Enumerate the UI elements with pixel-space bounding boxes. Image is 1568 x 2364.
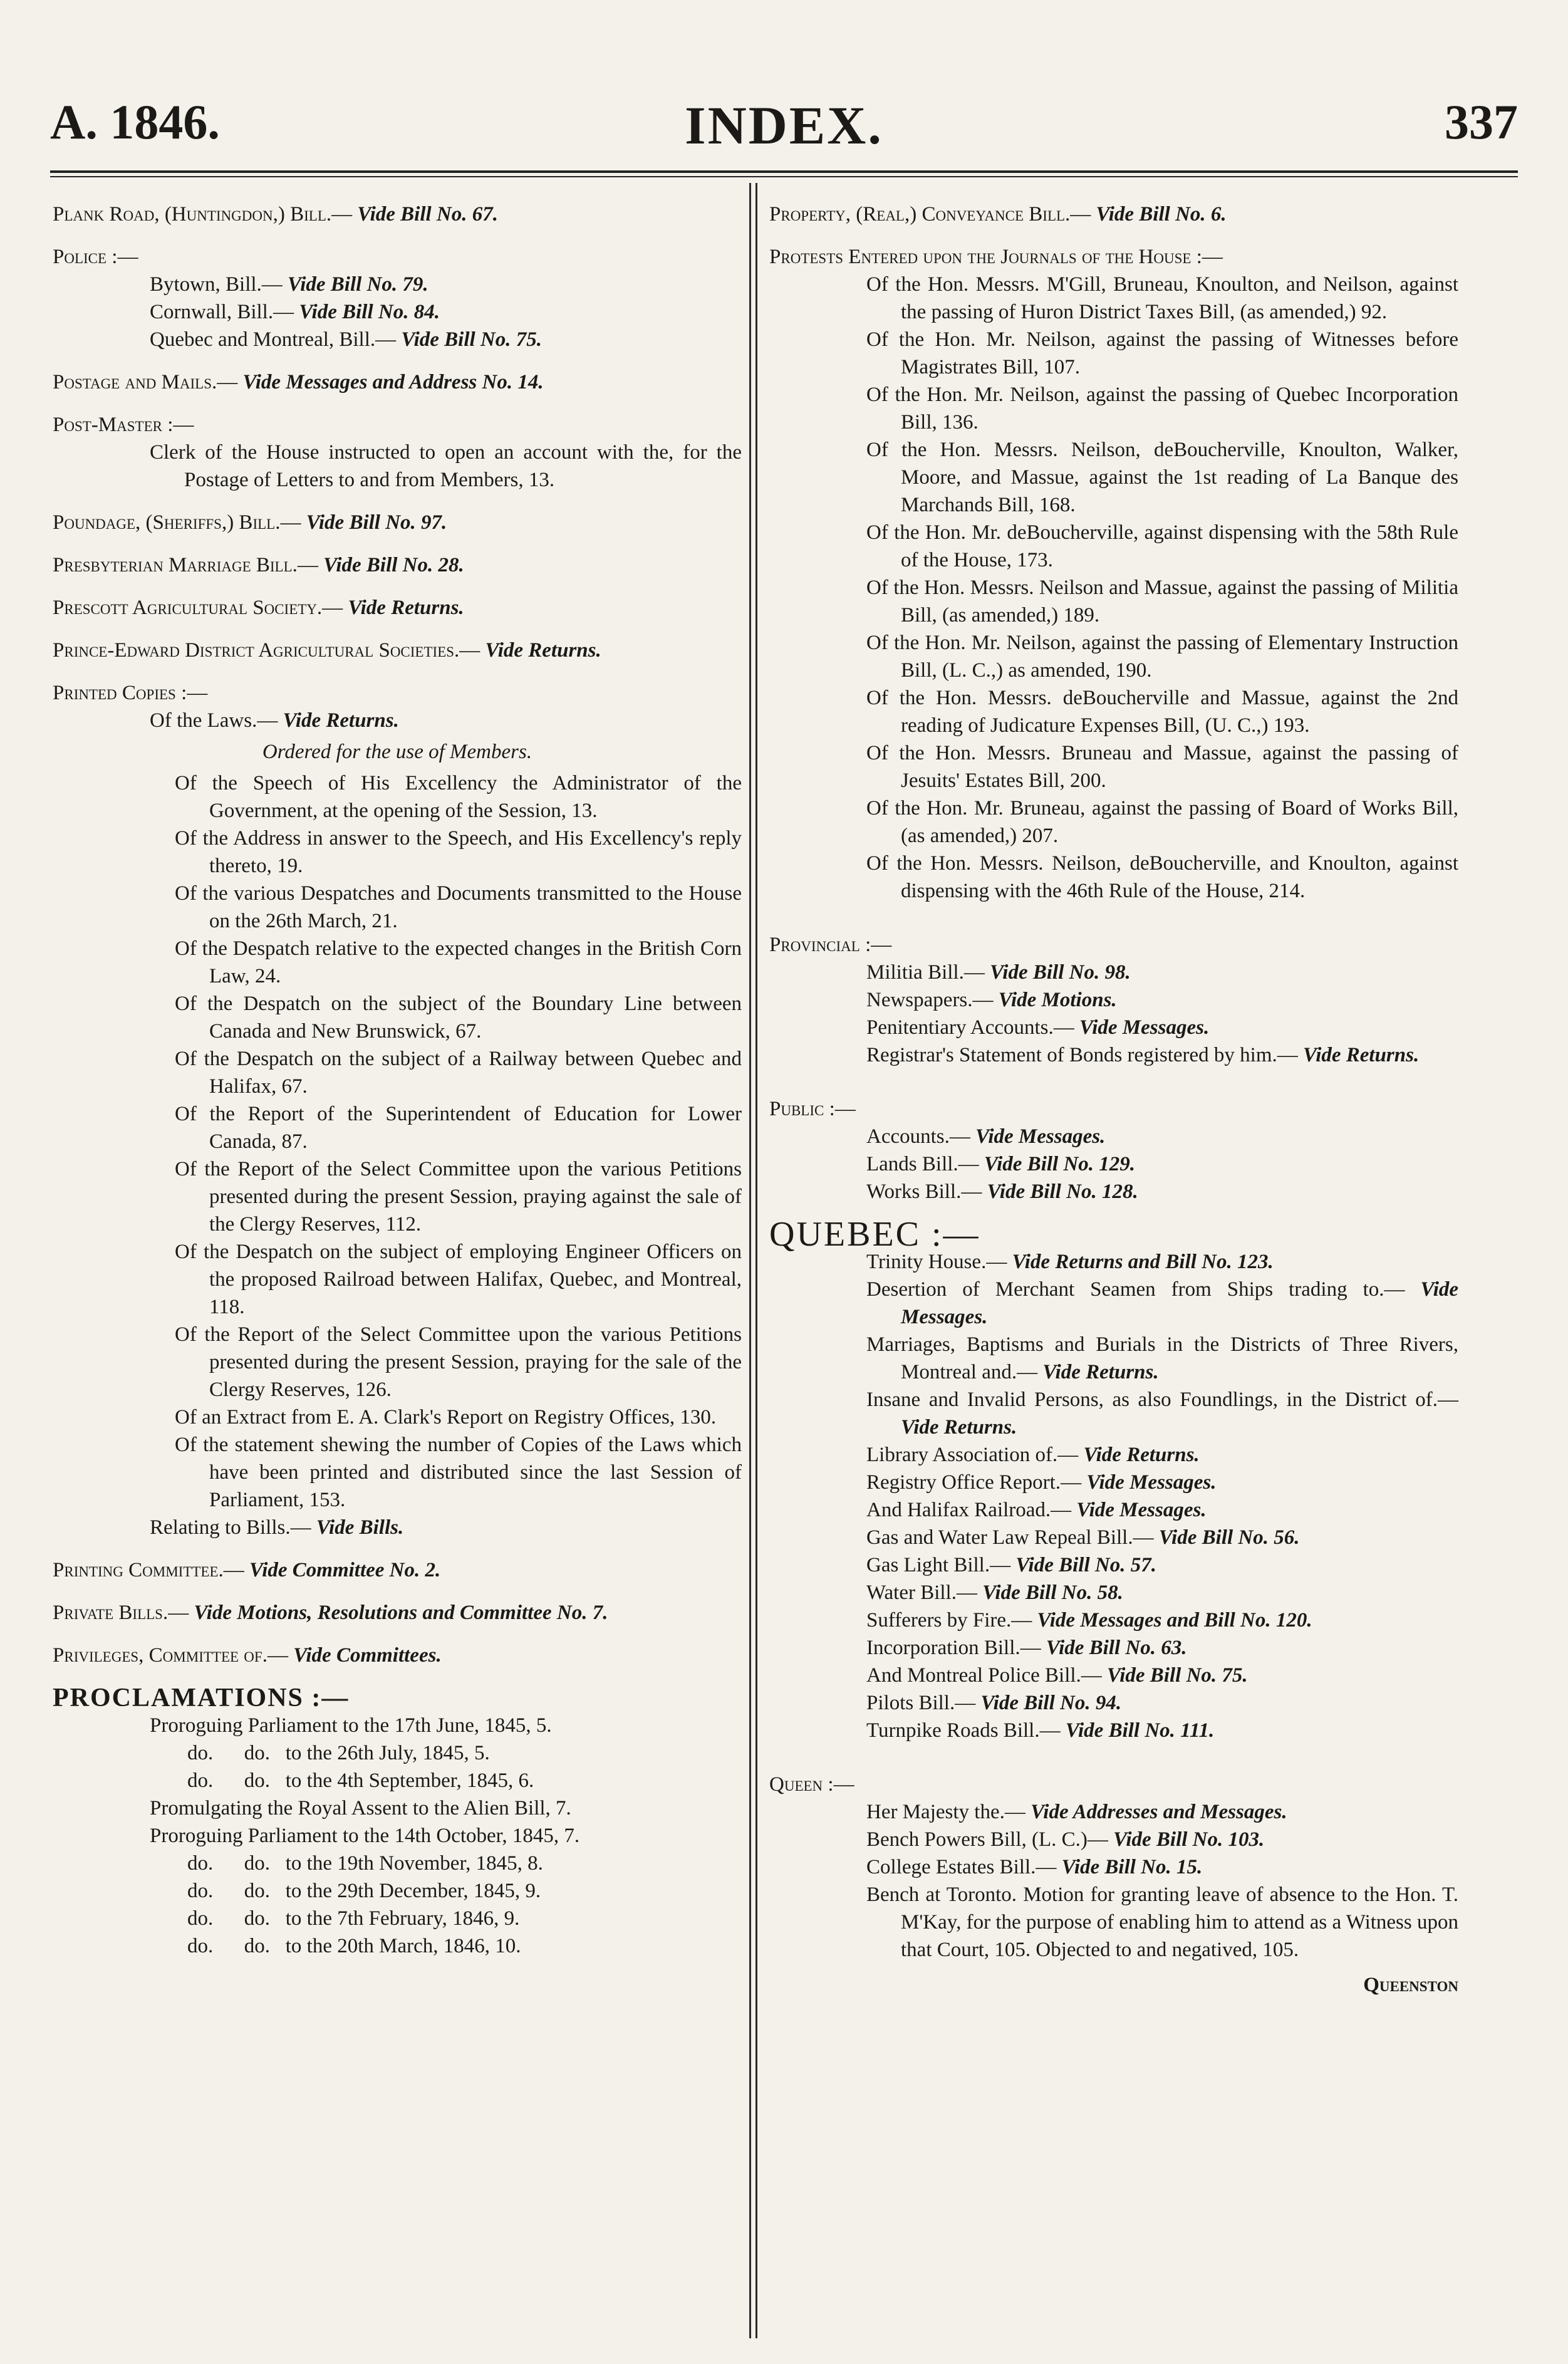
- sub-entry: Of the Speech of His Excellency the Administrator of the Government, at the opening of the Session, 13.: [175, 772, 742, 822]
- sub-entry: Of the Hon. Mr. deBoucherville, against dispensing with the 58th Rule of the House, 173.: [866, 521, 1458, 571]
- sub-entry: Of the Report of the Select Committee upon the various Petitions presented during the present Session, praying against the sale of the Clergy Reserves, 112.: [175, 1158, 742, 1236]
- sub-entry: Of the Report of the Superintendent of Education for Lower Canada, 87.: [175, 1103, 742, 1153]
- sub-entry: Cornwall, Bill.— Vide Bill No. 84.: [150, 301, 440, 323]
- sub-entry: Of the Laws.— Vide Returns.: [150, 709, 399, 732]
- sub-entry: do. do. to the 4th September, 1845, 6.: [187, 1769, 534, 1792]
- sub-entry: Sufferers by Fire.— Vide Messages and Bill No. 120.: [866, 1609, 1312, 1632]
- sub-entry: do. do. to the 7th February, 1846, 9.: [187, 1907, 520, 1930]
- sub-entry: Water Bill.— Vide Bill No. 58.: [866, 1581, 1123, 1604]
- index-entry: Post-Master :— Clerk of the House instructed to open an account with the, for the Postage of Letters to and from Members, 13.: [53, 411, 742, 494]
- sub-entry: Registry Office Report.— Vide Messages.: [866, 1471, 1217, 1494]
- sub-entry: Lands Bill.— Vide Bill No. 129.: [866, 1153, 1136, 1175]
- protests-entry: Protests Entered upon the Journals of the House :— Of the Hon. Messrs. M'Gill, Bruneau, Knoulton, and Neilson, against the passing of Huron District Taxes Bill, (as amended,) 92. Of the Hon. Mr. Neilson, against the passing of Witnesses before Magistrates Bill, 107. Of the Hon. Mr. Neilson, against the passing of Quebec Incorporation Bill, 136. Of the Hon. Messrs. Neilson, deBoucherville, Knoulton, Walker, Moore, and Massue, against the 1st reading of La Banque des Marchands Bill, 168. Of the Hon. Mr. deBoucherville, against dispensing with the 58th Rule of the House, 173. Of the Hon. Messrs. Neilson and Massue, against the passing of Militia Bill, (as amended,) 189. Of the Hon. Mr. Neilson, against the passing of Elementary Instruction Bill, (L. C.,) as amended, 190. Of the Hon. Messrs. deBoucherville and Massue, against the 2nd reading of Judicature Expenses Bill, (U. C.,) 193. Of the Hon. Messrs. Bruneau and Massue, against the passing of Jesuits' Estates Bill, 200. Of the Hon. Mr. Bruneau, against the passing of Board of Works Bill, (as amended,) 207. Of the Hon. Messrs. Neilson, deBoucherville, and Knoulton, against dispensing with the 46th Rule of the House, 214.: [769, 243, 1458, 905]
- page-title: INDEX.: [685, 95, 883, 155]
- sub-entry: Clerk of the House instructed to open an account with the, for the Postage of Letters to and from Members, 13.: [150, 441, 742, 491]
- index-entry: Printing Committee.— Vide Committee No. 2.: [53, 1559, 441, 1581]
- sub-entry: Bytown, Bill.— Vide Bill No. 79.: [150, 273, 428, 296]
- sub-entry: Of the Hon. Messrs. Neilson, deBoucherville, and Knoulton, against dispensing with the 46th Rule of the House, 214.: [866, 852, 1458, 902]
- sub-entry: Pilots Bill.— Vide Bill No. 94.: [866, 1692, 1122, 1714]
- sub-entry: Proroguing Parliament to the 14th October, 1845, 7.: [150, 1825, 580, 1847]
- header-rule-thin: [50, 176, 1518, 177]
- sub-entry: Library Association of.— Vide Returns.: [866, 1444, 1200, 1466]
- sub-entry: Penitentiary Accounts.— Vide Messages.: [866, 1016, 1210, 1039]
- sub-entry: Gas Light Bill.— Vide Bill No. 57.: [866, 1554, 1156, 1576]
- ordered-note: Ordered for the use of Members.: [262, 741, 532, 763]
- proclamations-entry: PROCLAMATIONS :— Proroguing Parliament to the 17th June, 1845, 5. do. do. to the 26th July, 1845, 5. do. do. to the 4th September, 1845, 6. Promulgating the Royal Assent to the Alien Bill, 7. Proroguing Parliament to the 14th October, 1845, 7. do. do. to the 19th November, 1845, 8. do. do. to the 29th December, 1845, 9. do. do. to the 7th February, 1846, 9. do. do. to the 20th March, 1846, 10.: [53, 1684, 742, 1960]
- sub-entry: Bench Powers Bill, (L. C.)— Vide Bill No. 103.: [866, 1828, 1265, 1851]
- index-entry: Plank Road, (Huntingdon,) Bill.— Vide Bill No. 67.: [53, 203, 498, 226]
- page-number: 337: [1445, 95, 1518, 149]
- printed-copies-entry: Printed Copies :— Of the Laws.— Vide Returns. Ordered for the use of Members. Of the Speech of His Excellency the Administrator of the Government, at the opening of the Session, 13. Of the Address in answer to the Speech, and His Excellency's reply thereto, 19. Of the various Despatches and Documents transmitted to the House on the 26th March, 21. Of the Despatch relative to the expected changes in the British Corn Law, 24. Of the Despatch on the subject of the Boundary Line between Canada and New Brunswick, 67. Of the Despatch on the subject of a Railway between Quebec and Halifax, 67. Of the Report of the Superintendent of Education for Lower Canada, 87. Of the Report of the Select Committee upon the various Petitions presented during the present Session, praying against the sale of the Clergy Reserves, 112. Of the Despatch on the subject of employing Engineer Officers on the proposed Railroad between Halifax, Quebec, and Montreal, 118. Of the Report of the Select Committee upon the various Petitions presented during the present Session, praying for the sale of the Clergy Reserves, 126. Of an Extract from E. A. Clark's Report on Registry Offices, 130. Of the statement shewing the number of Copies of the Laws which have been printed and distributed since the last Session of Parliament, 153. Relating to Bills.— Vide Bills.: [53, 679, 742, 1541]
- sub-entry: Marriages, Baptisms and Burials in the Districts of Three Rivers, Montreal and.— Vide Returns.: [866, 1333, 1458, 1383]
- sub-entry: Of the Hon. Mr. Neilson, against the passing of Quebec Incorporation Bill, 136.: [866, 383, 1458, 434]
- sub-entry: Turnpike Roads Bill.— Vide Bill No. 111.: [866, 1719, 1215, 1742]
- right-column: [769, 200, 1458, 2014]
- sub-entry: do. do. to the 20th March, 1846, 10.: [187, 1935, 521, 1957]
- sub-entry: And Halifax Railroad.— Vide Messages.: [866, 1499, 1207, 1521]
- sub-entry: Her Majesty the.— Vide Addresses and Messages.: [866, 1801, 1287, 1823]
- sub-entry: do. do. to the 19th November, 1845, 8.: [187, 1852, 543, 1875]
- sub-entry: And Montreal Police Bill.— Vide Bill No. 75.: [866, 1664, 1248, 1687]
- sub-entry: Of the various Despatches and Documents transmitted to the House on the 26th March, 21.: [175, 882, 742, 932]
- sub-entry: Bench at Toronto. Motion for granting leave of absence to the Hon. T. M'Kay, for the purpose of enabling him to attend as a Witness upon that Court, 105. Objected to and negatived, 105.: [866, 1883, 1458, 1961]
- sub-entry: Of the Hon. Messrs. M'Gill, Bruneau, Knoulton, and Neilson, against the passing of Huron District Taxes Bill, (as amended,) 92.: [866, 273, 1458, 323]
- queen-entry: Queen :— Her Majesty the.— Vide Addresses and Messages. Bench Powers Bill, (L. C.)— Vide Bill No. 103. College Estates Bill.— Vide Bill No. 15. Bench at Toronto. Motion for granting leave of absence to the Hon. T. M'Kay, for the purpose of enabling him to attend as a Witness upon that Court, 105. Objected to and negatived, 105. Queenston: [769, 1771, 1458, 1999]
- header-year: A. 1846.: [50, 95, 220, 149]
- index-entry: Property, (Real,) Conveyance Bill.— Vide Bill No. 6.: [769, 203, 1227, 226]
- sub-entry: Of the Despatch on the subject of employing Engineer Officers on the proposed Railroad between Halifax, Quebec, and Montreal, 118.: [175, 1241, 742, 1318]
- column-divider: [755, 183, 757, 2338]
- index-entry: Prince-Edward District Agricultural Societies.— Vide Returns.: [53, 639, 601, 662]
- sub-entry: Proroguing Parliament to the 17th June, 1845, 5.: [150, 1714, 552, 1737]
- sub-entry: Quebec and Montreal, Bill.— Vide Bill No. 75.: [150, 328, 543, 351]
- public-entry: Public :— Accounts.— Vide Messages. Lands Bill.— Vide Bill No. 129. Works Bill.— Vide Bill No. 128.: [769, 1095, 1458, 1205]
- sub-entry: Of the Despatch on the subject of the Boundary Line between Canada and New Brunswick, 67.: [175, 992, 742, 1043]
- sub-entry: Of an Extract from E. A. Clark's Report on Registry Offices, 130.: [175, 1406, 717, 1429]
- sub-entry: Gas and Water Law Repeal Bill.— Vide Bill No. 56.: [866, 1526, 1300, 1549]
- index-entry: Poundage, (Sheriffs,) Bill.— Vide Bill No. 97.: [53, 511, 447, 534]
- index-entry: Prescott Agricultural Society.— Vide Returns.: [53, 596, 464, 619]
- sub-entry: Incorporation Bill.— Vide Bill No. 63.: [866, 1637, 1187, 1659]
- sub-entry: Of the Despatch on the subject of a Railway between Quebec and Halifax, 67.: [175, 1048, 742, 1098]
- sub-entry: Insane and Invalid Persons, as also Foundlings, in the District of.— Vide Returns.: [866, 1388, 1458, 1439]
- sub-entry: Of the Report of the Select Committee upon the various Petitions presented during the present Session, praying for the sale of the Clergy Reserves, 126.: [175, 1323, 742, 1401]
- sub-entry: Of the Hon. Mr. Bruneau, against the passing of Board of Works Bill, (as amended,) 207.: [866, 797, 1458, 847]
- left-column: [53, 200, 742, 1975]
- index-entry: Privileges, Committee of.— Vide Committees.: [53, 1644, 442, 1667]
- page-header: [50, 94, 1518, 163]
- index-entry: Postage and Mails.— Vide Messages and Address No. 14.: [53, 371, 544, 393]
- sub-entry: Of the Hon. Messrs. Neilson and Massue, against the passing of Militia Bill, (as amended,) 189.: [866, 576, 1458, 627]
- sub-entry: Accounts.— Vide Messages.: [866, 1125, 1106, 1148]
- sub-entry: Trinity House.— Vide Returns and Bill No. 123.: [866, 1251, 1274, 1273]
- sub-entry: Militia Bill.— Vide Bill No. 98.: [866, 961, 1131, 984]
- index-entry: Private Bills.— Vide Motions, Resolutions and Committee No. 7.: [53, 1601, 608, 1624]
- sub-entry: Of the Hon. Messrs. Neilson, deBoucherville, Knoulton, Walker, Moore, and Massue, against the 1st reading of La Banque des Marchands Bill, 168.: [866, 439, 1458, 516]
- sub-entry: Desertion of Merchant Seamen from Ships trading to.— Vide Messages.: [866, 1278, 1459, 1328]
- sub-entry: Of the Despatch relative to the expected changes in the British Corn Law, 24.: [175, 937, 742, 987]
- header-rule: [50, 170, 1518, 173]
- sub-entry: Of the statement shewing the number of Copies of the Laws which have been printed and distributed since the last Session of Parliament, 153.: [175, 1434, 742, 1511]
- index-entry: Presbyterian Marriage Bill.— Vide Bill No. 28.: [53, 554, 464, 576]
- sub-entry: Of the Hon. Mr. Neilson, against the passing of Witnesses before Magistrates Bill, 107.: [866, 328, 1458, 378]
- column-divider: [749, 183, 751, 2338]
- sub-entry: Registrar's Statement of Bonds registered by him.— Vide Returns.: [866, 1044, 1420, 1066]
- sub-entry: do. do. to the 29th December, 1845, 9.: [187, 1880, 541, 1902]
- sub-entry: Works Bill.— Vide Bill No. 128.: [866, 1180, 1138, 1203]
- index-entry: Police :— Bytown, Bill.— Vide Bill No. 79. Cornwall, Bill.— Vide Bill No. 84. Quebec and Montreal, Bill.— Vide Bill No. 75.: [53, 243, 742, 353]
- sub-entry: Of the Address in answer to the Speech, and His Excellency's reply thereto, 19.: [175, 827, 742, 877]
- quebec-entry: QUEBEC :— Trinity House.— Vide Returns and Bill No. 123. Desertion of Merchant Seamen from Ships trading to.— Vide Messages. Marriages, Baptisms and Burials in the Districts of Three Rivers, Montreal and.— Vide Returns. Insane and Invalid Persons, as also Foundlings, in the District of.— Vide Returns. Library Association of.— Vide Returns. Registry Office Report.— Vide Messages. And Halifax Railroad.— Vide Messages. Gas and Water Law Repeal Bill.— Vide Bill No. 56. Gas Light Bill.— Vide Bill No. 57. Water Bill.— Vide Bill No. 58. Sufferers by Fire.— Vide Messages and Bill No. 120. Incorporation Bill.— Vide Bill No. 63. And Montreal Police Bill.— Vide Bill No. 75. Pilots Bill.— Vide Bill No. 94. Turnpike Roads Bill.— Vide Bill No. 111.: [769, 1221, 1458, 1744]
- sub-entry: Relating to Bills.— Vide Bills.: [150, 1516, 404, 1539]
- sub-entry: Of the Hon. Messrs. Bruneau and Massue, against the passing of Jesuits' Estates Bill, 200.: [866, 742, 1458, 792]
- sub-entry: Newspapers.— Vide Motions.: [866, 989, 1117, 1011]
- provincial-entry: Provincial :— Militia Bill.— Vide Bill No. 98. Newspapers.— Vide Motions. Penitentiary Accounts.— Vide Messages. Registrar's Statement of Bonds registered by him.— Vide Returns.: [769, 931, 1458, 1069]
- sub-entry: do. do. to the 26th July, 1845, 5.: [187, 1742, 490, 1764]
- sub-entry: Of the Hon. Messrs. deBoucherville and Massue, against the 2nd reading of Judicature Expenses Bill, (U. C.,) 193.: [866, 687, 1458, 737]
- sub-entry: College Estates Bill.— Vide Bill No. 15.: [866, 1856, 1203, 1878]
- sub-entry: Promulgating the Royal Assent to the Alien Bill, 7.: [150, 1797, 571, 1820]
- catchword: Queenston: [1363, 1974, 1458, 1996]
- sub-entry: Of the Hon. Mr. Neilson, against the passing of Elementary Instruction Bill, (L. C.,) as amended, 190.: [866, 632, 1458, 682]
